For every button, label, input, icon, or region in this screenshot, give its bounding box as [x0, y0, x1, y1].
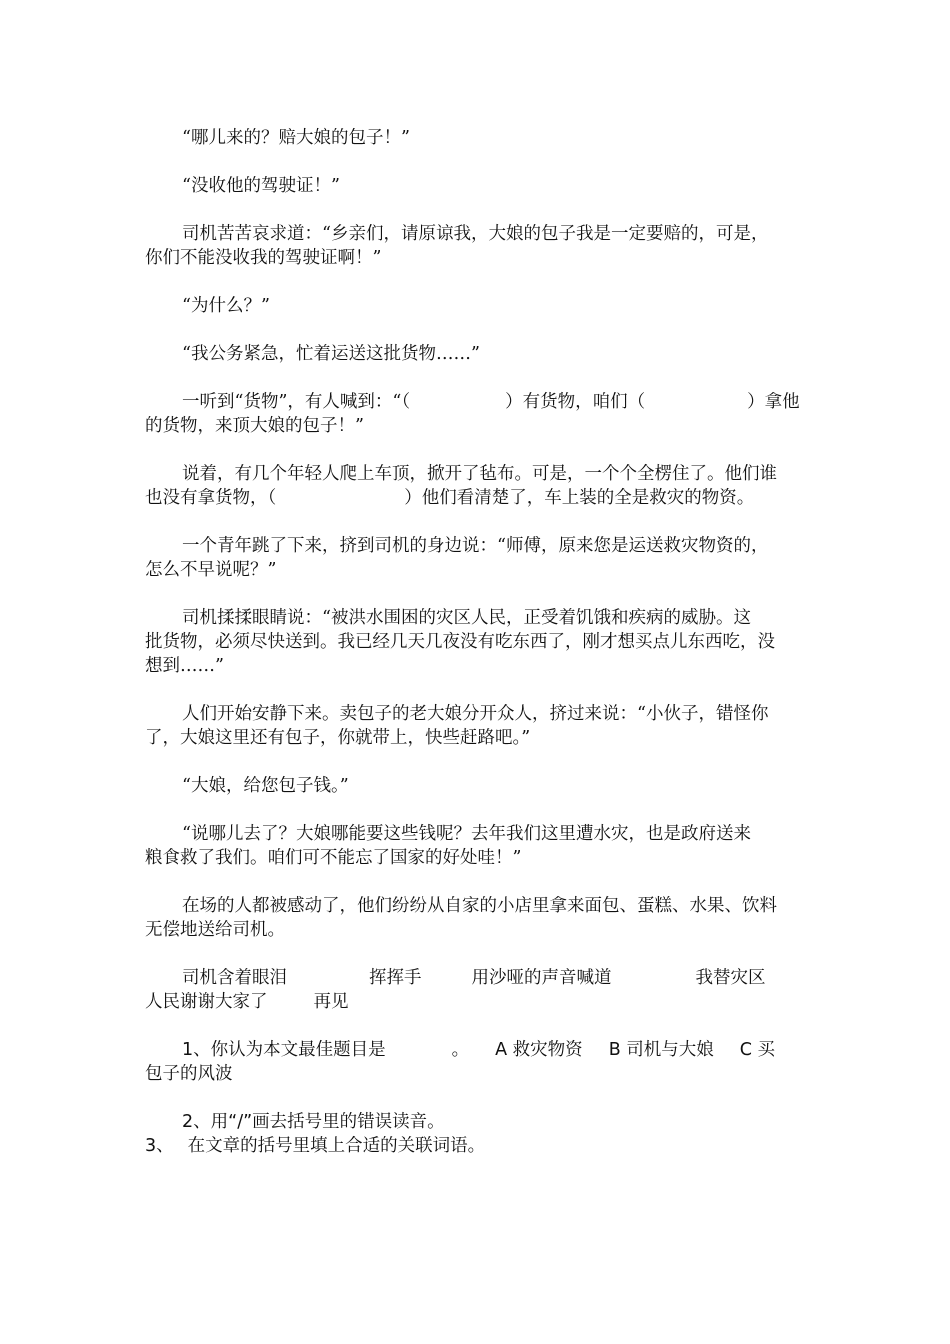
question-2: 2、用“/”画去括号里的错误读音。: [182, 1112, 445, 1132]
option-a: A 救灾物资: [495, 1040, 583, 1060]
paragraph-7-part-b: ）他们看清楚了，车上装的全是救灾的物资。: [404, 488, 755, 508]
paragraph-7-line-1: 说着，有几个年轻人爬上车顶，掀开了毡布。可是，一个个全楞住了。他们谁: [182, 464, 777, 484]
paragraph-6-part-c: ）拿他: [747, 392, 800, 412]
question-1-line-1: 1、你认为本文最佳题目是 。 A 救灾物资 B 司机与大娘 C 买: [182, 1040, 776, 1060]
paragraph-14-line-2: [145, 990, 807, 1014]
paragraph-14-part-f: 再见: [313, 992, 349, 1012]
paragraph-2: “没收他的驾驶证！”: [182, 176, 340, 196]
paragraph-9-line-1: 司机揉揉眼睛说：“被洪水围困的灾区人民，正受着饥饿和疾病的威胁。这: [182, 608, 751, 628]
paragraph-1: “哪儿来的？赔大娘的包子！”: [182, 128, 410, 148]
paragraph-5: “我公务紧急，忙着运送这批货物……”: [182, 344, 480, 364]
option-c: C 买: [739, 1040, 776, 1060]
paragraph-9-line-3: 想到……”: [145, 656, 224, 676]
question-1-line-2: 包子的风波: [145, 1064, 233, 1084]
paragraph-13-line-1: 在场的人都被感动了，他们纷纷从自家的小店里拿来面包、蛋糕、水果、饮料: [182, 896, 777, 916]
question-3-number: 3、: [145, 1136, 174, 1156]
paragraph-8-line-1: 一个青年跳了下来，挤到司机的身边说：“师傅，原来您是运送救灾物资的，: [182, 536, 769, 556]
paragraph-12-line-1: “说哪儿去了？大娘哪能要这些钱呢？去年我们这里遭水灾，也是政府送来: [182, 824, 751, 844]
paragraph-14-part-a: 司机含着眼泪: [182, 968, 287, 988]
paragraph-7-line-2: [145, 486, 807, 510]
paragraph-14-part-d: 我替灾区: [695, 968, 766, 988]
question-1-prompt: 1、你认为本文最佳题目是: [182, 1040, 386, 1060]
paragraph-13-line-2: 无偿地送给司机。: [145, 920, 285, 940]
paragraph-10-line-1: 人们开始安静下来。卖包子的老大娘分开众人，挤过来说：“小伙子，错怪你: [182, 704, 769, 724]
paragraph-9-line-2: 批货物，必须尽快送到。我已经几天几夜没有吃东西了，刚才想买点儿东西吃，没: [145, 632, 775, 652]
paragraph-12-line-2: 粮食救了我们。咱们可不能忘了国家的好处哇！”: [145, 848, 522, 868]
paragraph-3-line-1: 司机苦苦哀求道：“乡亲们，请原谅我，大娘的包子我是一定要赔的，可是，: [182, 224, 769, 244]
question-3-text: 在文章的括号里填上合适的关联词语。: [187, 1136, 486, 1156]
option-b: B 司机与大娘: [608, 1040, 714, 1060]
paragraph-14-line-1: [182, 966, 844, 990]
paragraph-7-part-a: 也没有拿货物，（: [145, 488, 277, 508]
paragraph-10-line-2: 了，大娘这里还有包子，你就带上，快些赶路吧。”: [145, 728, 531, 748]
paragraph-11: “大娘，给您包子钱。”: [182, 776, 349, 796]
paragraph-14-part-e: 人民谢谢大家了: [145, 992, 268, 1012]
paragraph-3-line-2: 你们不能没收我的驾驶证啊！”: [145, 248, 382, 268]
paragraph-14-part-b: 挥挥手: [369, 968, 422, 988]
paragraph-6-part-b: ）有货物，咱们（: [505, 392, 646, 412]
paragraph-6-part-a: 一听到“货物”，有人喊到：“（: [182, 392, 411, 412]
paragraph-4: “为什么？”: [182, 296, 270, 316]
paragraph-6-line-1: [182, 390, 844, 414]
paragraph-14-part-c: 用沙哑的声音喊道: [471, 968, 612, 988]
paragraph-6-line-2: 的货物，来顶大娘的包子！”: [145, 416, 364, 436]
question-3: [145, 1134, 807, 1158]
paragraph-8-line-2: 怎么不早说呢？”: [145, 560, 277, 580]
